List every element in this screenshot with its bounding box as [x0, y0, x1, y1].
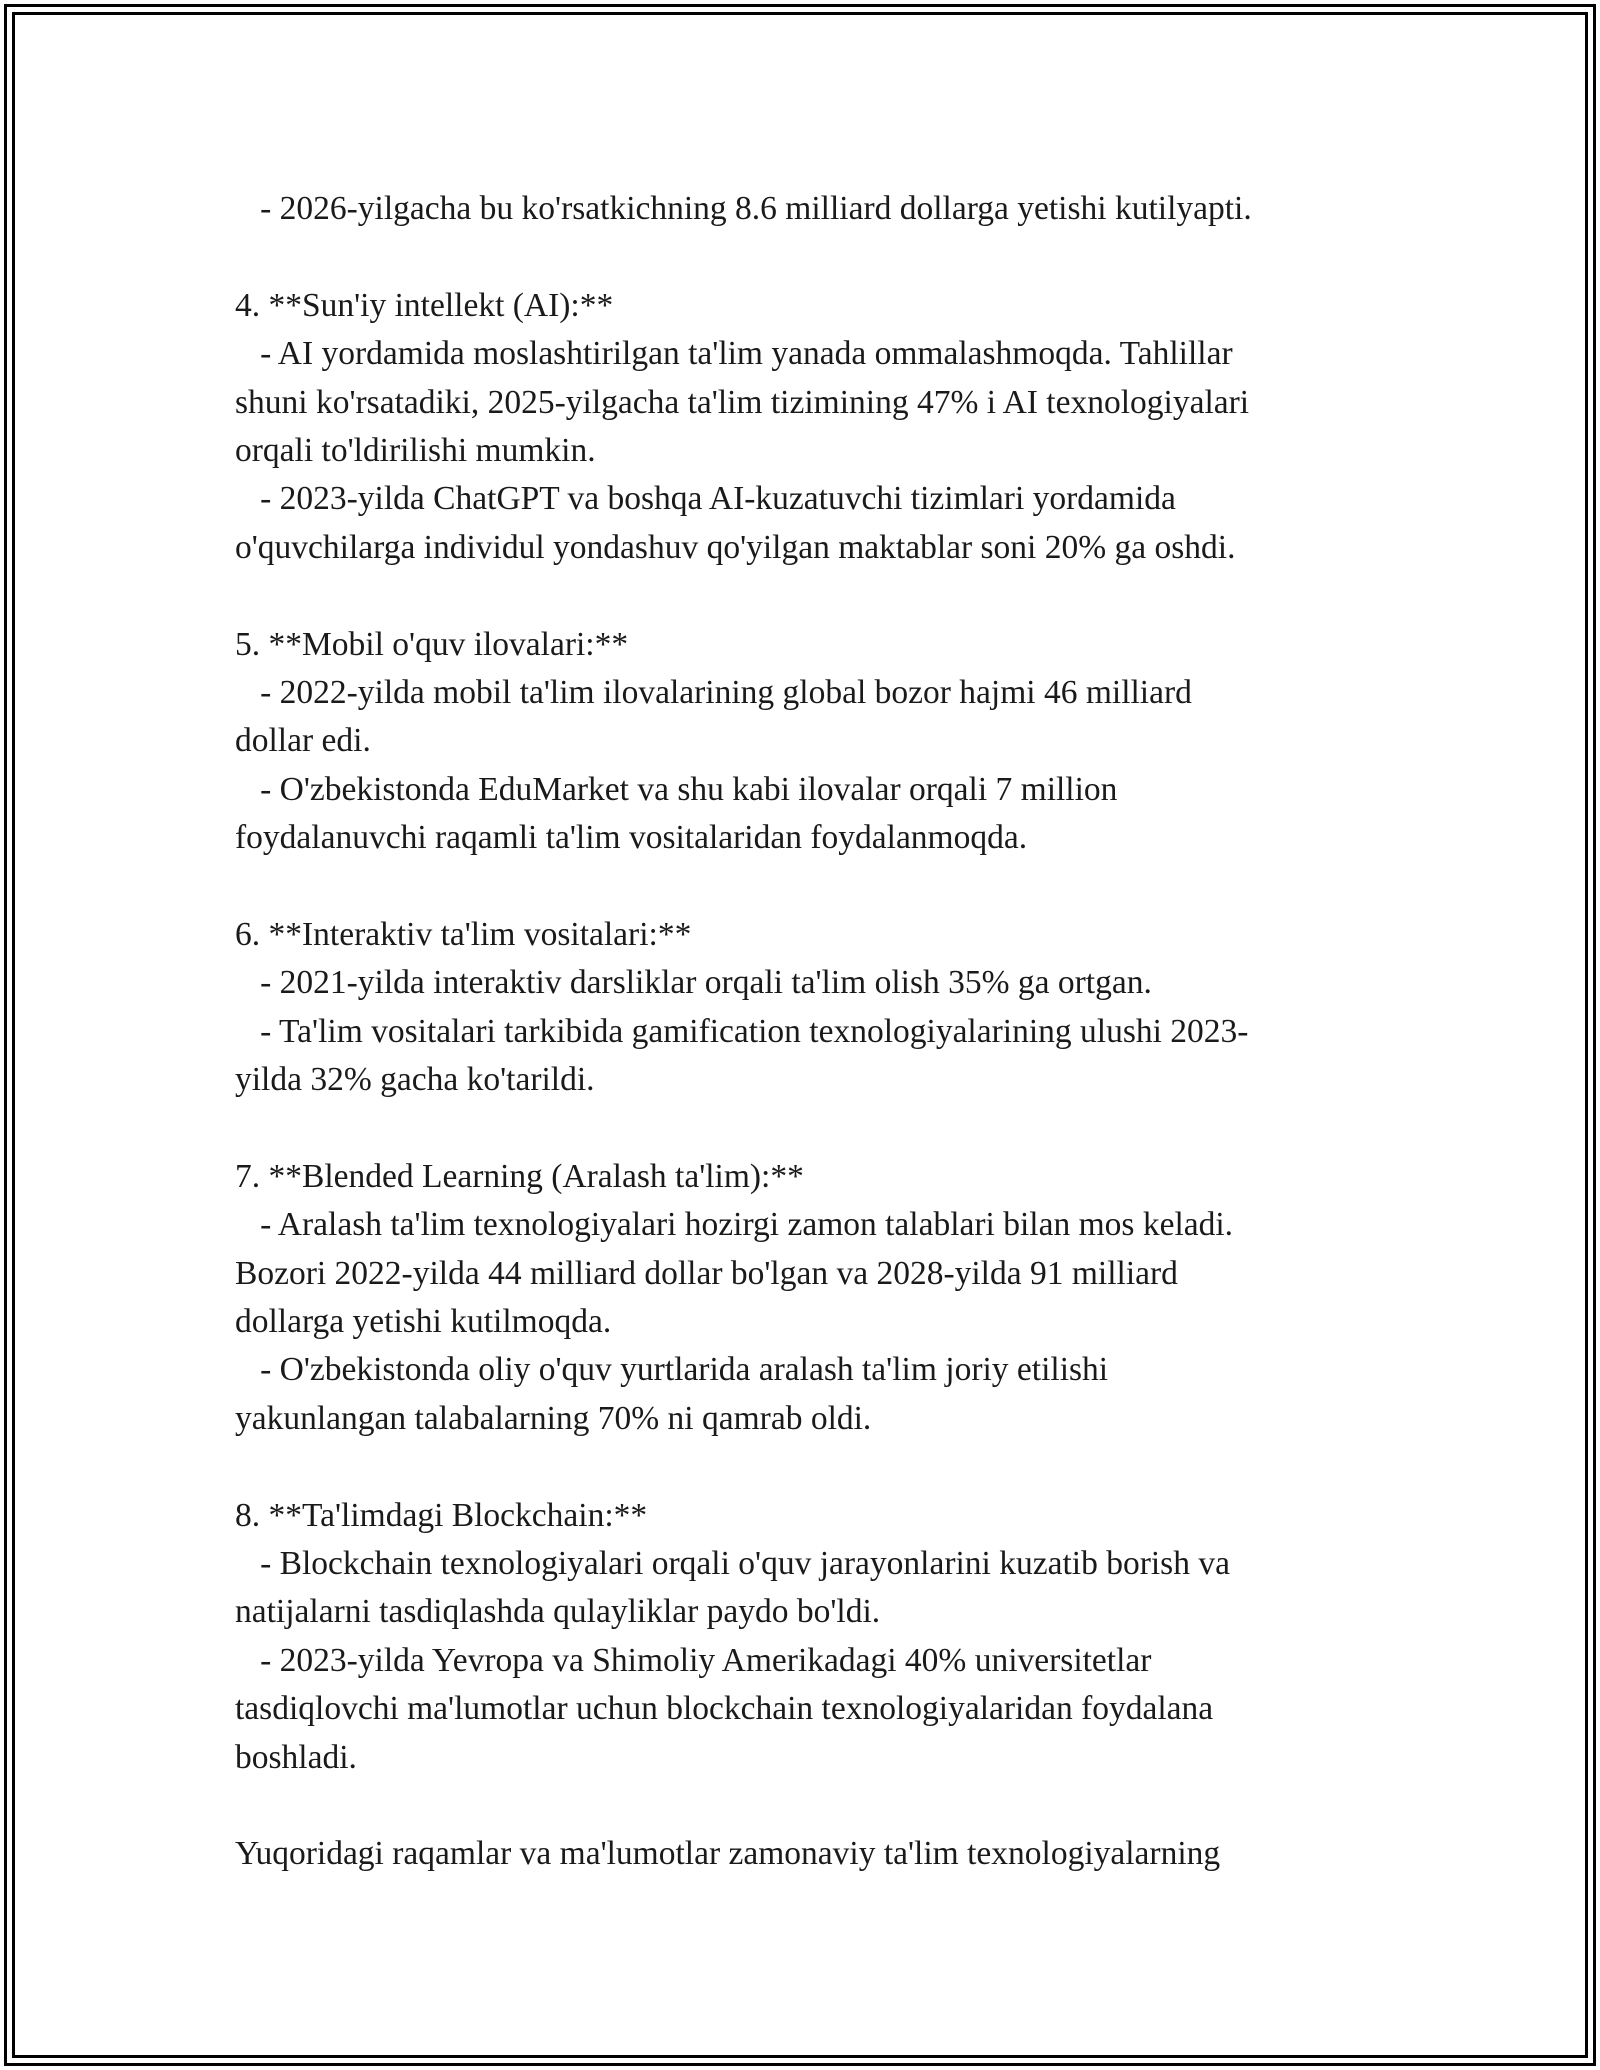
text-line: orqali to'ldirilishi mumkin.: [235, 431, 596, 469]
text-line: dollarga yetishi kutilmoqda.: [235, 1302, 612, 1340]
text-line: - 2021-yilda interaktiv darsliklar orqali ta'lim olish 35% ga ortgan.: [235, 964, 1152, 1002]
text-line: yilda 32% gacha ko'tarildi.: [235, 1061, 595, 1099]
text-line: boshladi.: [235, 1738, 357, 1776]
text-line: - 2023-yilda Yevropa va Shimoliy Amerikadagi 40% universitetlar: [235, 1641, 1152, 1679]
section-heading: 6. **Interaktiv ta'lim vositalari:**: [235, 915, 692, 953]
paragraph-gap: [235, 1104, 1355, 1152]
section-7-blended-learning: [235, 1153, 1355, 1443]
section-8-blockchain: [235, 1492, 1355, 1782]
section-heading: 4. **Sun'iy intellekt (AI):**: [235, 286, 614, 324]
section-5-mobile-apps: [235, 621, 1355, 863]
text-line: shuni ko'rsatadiki, 2025-yilgacha ta'lim tizimining 47% i AI texnologiyalari: [235, 383, 1250, 421]
closing-line: Yuqoridagi raqamlar va ma'lumotlar zamonaviy ta'lim texnologiyalarning: [235, 1835, 1221, 1873]
text-line: natijalarni tasdiqlashda qulayliklar paydo bo'ldi.: [235, 1593, 881, 1631]
text-line: - O'zbekistonda oliy o'quv yurtlarida aralash ta'lim joriy etilishi: [235, 1351, 1109, 1389]
text-line: dollar edi.: [235, 722, 371, 760]
text-line: o'quvchilarga individul yondashuv qo'yilgan maktablar soni 20% ga oshdi.: [235, 528, 1236, 566]
intro-line: - 2026-yilgacha bu ko'rsatkichning 8.6 milliard dollarga yetishi kutilyapti.: [235, 190, 1252, 227]
paragraph-gap: [235, 1782, 1355, 1830]
section-heading: 5. **Mobil o'quv ilovalari:**: [235, 625, 629, 663]
paragraph-gap: [235, 1443, 1355, 1491]
closing-block: [235, 1830, 1355, 1878]
section-heading: 8. **Ta'limdagi Blockchain:**: [235, 1496, 648, 1534]
text-line: - O'zbekistonda EduMarket va shu kabi ilovalar orqali 7 million: [235, 770, 1118, 808]
paragraph-gap: [235, 862, 1355, 910]
paragraph-gap: [235, 233, 1355, 281]
text-line: - Aralash ta'lim texnologiyalari hozirgi zamon talablari bilan mos keladi.: [235, 1206, 1234, 1244]
intro-block: [235, 185, 1355, 233]
text-line: - Ta'lim vositalari tarkibida gamification texnologiyalarining ulushi 2023-: [235, 1012, 1249, 1050]
text-line: yakunlangan talabalarning 70% ni qamrab oldi.: [235, 1399, 872, 1437]
section-4-ai: [235, 282, 1355, 572]
text-line: - AI yordamida moslashtirilgan ta'lim yanada ommalashmoqda. Tahlillar: [235, 335, 1233, 373]
text-line: tasdiqlovchi ma'lumotlar uchun blockchain texnologiyalaridan foydalana: [235, 1690, 1214, 1728]
text-line: - Blockchain texnologiyalari orqali o'quv jarayonlarini kuzatib borish va: [235, 1544, 1230, 1582]
text-line: foydalanuvchi raqamli ta'lim vositalaridan foydalanmoqda.: [235, 819, 1028, 857]
document-body: [235, 185, 1355, 1879]
section-6-interactive-tools: [235, 911, 1355, 1105]
text-line: Bozori 2022-yilda 44 milliard dollar bo'lgan va 2028-yilda 91 milliard: [235, 1254, 1178, 1292]
paragraph-gap: [235, 572, 1355, 620]
section-heading: 7. **Blended Learning (Aralash ta'lim):**: [235, 1157, 804, 1195]
text-line: - 2023-yilda ChatGPT va boshqa AI-kuzatuvchi tizimlari yordamida: [235, 480, 1176, 518]
text-line: - 2022-yilda mobil ta'lim ilovalarining global bozor hajmi 46 milliard: [235, 673, 1192, 711]
